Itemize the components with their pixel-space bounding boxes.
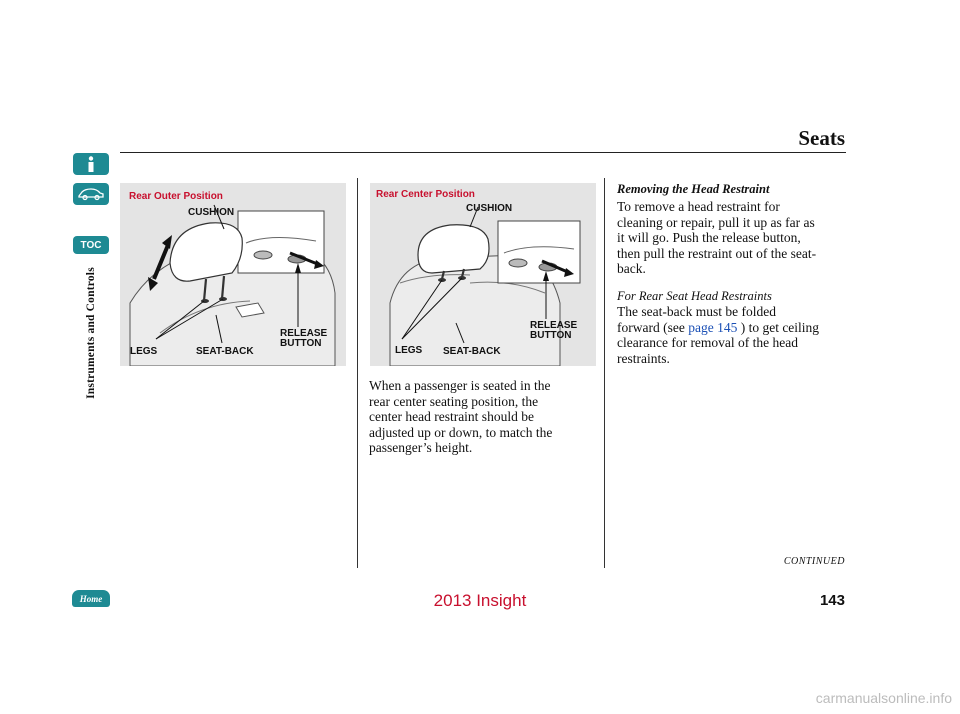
header-rule [120, 152, 846, 153]
watermark: carmanualsonline.info [815, 690, 952, 706]
rear-seat-paragraph [617, 304, 819, 366]
info-icon [86, 156, 96, 172]
home-label: Home [79, 593, 103, 604]
removing-paragraph-line: then pull the restraint out of the seat- [617, 245, 817, 261]
callout-release-outer [280, 329, 327, 349]
callout-cushion-center: CUSHION [466, 203, 513, 214]
callout-seatback-center: SEAT-BACK [443, 346, 501, 357]
footer-manual-title: 2013 Insight [433, 591, 527, 610]
callout-release-center-l1: RELEASE [530, 320, 578, 331]
rear-seat-line-2-post: ) to get ceiling [737, 319, 820, 335]
center-paragraph-line: adjusted up or down, to match the [369, 424, 553, 440]
car-icon-button[interactable] [73, 183, 109, 205]
page-title: Seats [798, 126, 845, 150]
callout-release-center [530, 321, 577, 341]
removing-paragraph-line: back. [617, 261, 646, 276]
callout-legs-center: LEGS [395, 345, 423, 356]
callout-release-outer-l2: BUTTON [280, 338, 322, 349]
figure-rear-outer [120, 183, 346, 366]
side-section-text: Instruments and Controls [85, 267, 97, 399]
removing-paragraph-line: To remove a head restraint for [617, 199, 780, 214]
center-paragraph-line: center head restraint should be [369, 409, 534, 424]
column-divider-2 [604, 178, 605, 568]
car-icon [77, 187, 105, 201]
toc-label: TOC [80, 239, 102, 251]
page-145-link[interactable]: page 145 [688, 319, 738, 335]
info-icon-button[interactable] [73, 153, 109, 175]
figure-title-outer: Rear Outer Position [129, 191, 223, 202]
center-paragraph-line: When a passenger is seated in the [369, 378, 551, 393]
center-paragraph-line: rear center seating position, the [369, 393, 539, 409]
rear-seat-line-2 [617, 320, 819, 336]
rear-seat-line-4: restraints. [617, 350, 670, 366]
section-heading-removing: Removing the Head Restraint [617, 182, 770, 196]
continued-label: CONTINUED [783, 556, 845, 567]
rear-seat-line-1: The seat-back must be folded [617, 304, 776, 319]
figure-rear-center [370, 183, 596, 366]
callout-cushion-outer: CUSHION [188, 207, 235, 218]
removing-paragraph-line: it will go. Push the release button, [617, 230, 801, 245]
column-divider-1 [357, 178, 358, 568]
callout-release-center-l2: BUTTON [530, 330, 572, 341]
callout-seatback-outer: SEAT-BACK [196, 346, 254, 357]
center-passenger-paragraph [369, 378, 552, 456]
removing-paragraph [617, 199, 816, 277]
center-paragraph-line: passenger’s height. [369, 440, 473, 455]
callout-release-outer-l1: RELEASE [280, 328, 328, 339]
side-section-label [81, 232, 101, 432]
figure-title-center: Rear Center Position [376, 189, 475, 200]
subheading-rear-seat: For Rear Seat Head Restraints [617, 289, 772, 303]
callout-legs-outer: LEGS [130, 346, 158, 357]
page-number: 143 [819, 592, 845, 609]
rear-seat-line-3: clearance for removal of the head [617, 335, 799, 350]
removing-paragraph-line: cleaning or repair, pull it up as far as [617, 214, 815, 230]
rear-seat-line-2-pre: forward (see [617, 319, 689, 335]
